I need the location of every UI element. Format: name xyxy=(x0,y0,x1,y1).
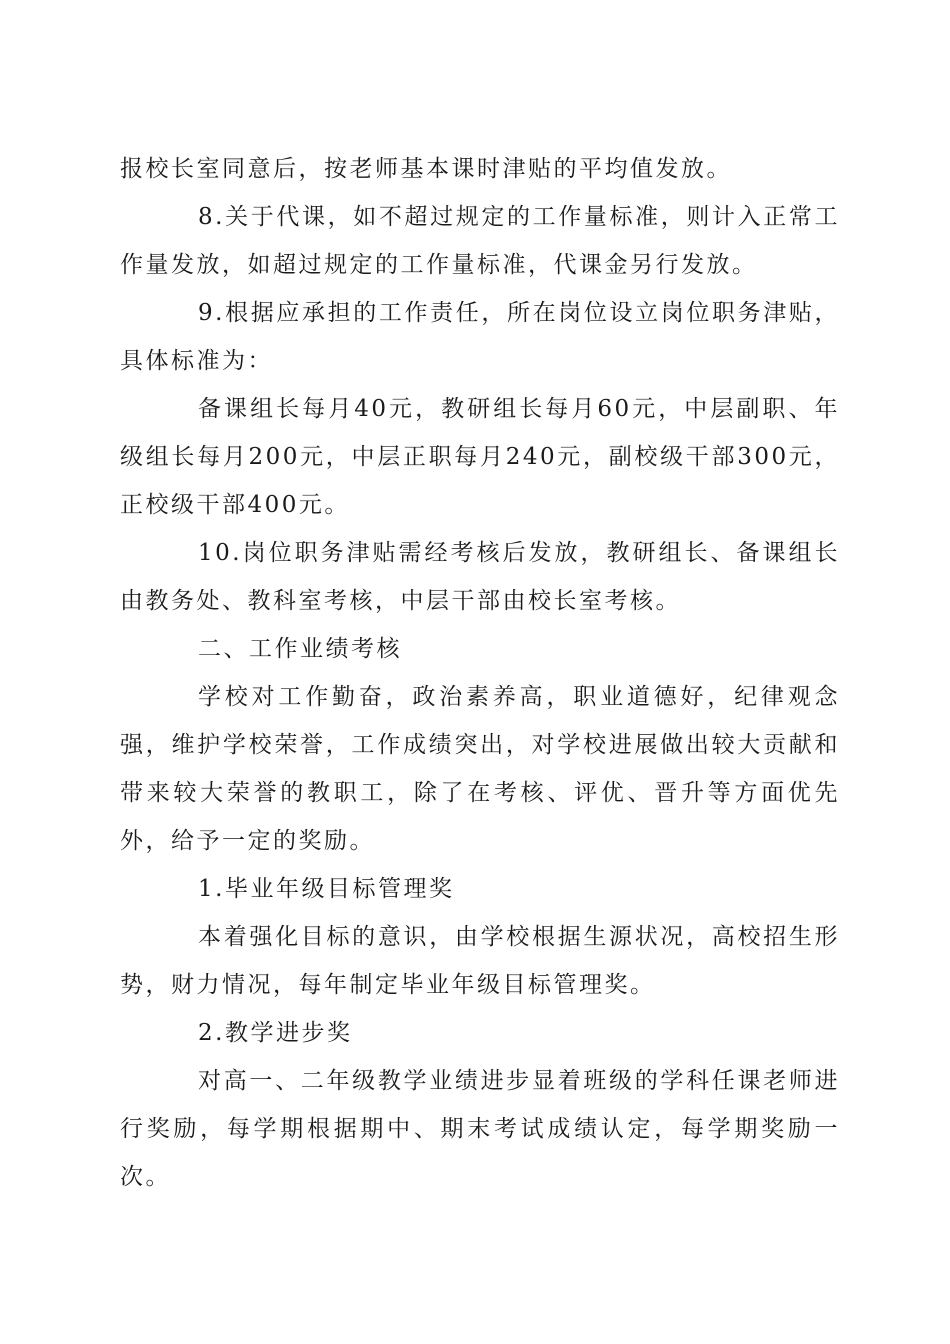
subheading-graduation-award: 1.毕业年级目标管理奖 xyxy=(198,876,455,902)
document-body xyxy=(120,145,840,1201)
paragraph-item-8: 8.关于代课，如不超过规定的工作量标准，则计入正常工作量发放，如超过规定的工作量标准，代课金另行发放。 xyxy=(120,204,840,278)
paragraph-graduation-award: 本着强化目标的意识，由学校根据生源状况，高校招生形势，财力情况，每年制定毕业年级目标管理奖。 xyxy=(120,924,840,998)
subheading-progress-award: 2.教学进步奖 xyxy=(198,1020,353,1046)
paragraph-continuation: 报校长室同意后，按老师基本课时津贴的平均值发放。 xyxy=(120,156,732,182)
paragraph-item-9: 9.根据应承担的工作责任，所在岗位设立岗位职务津贴，具体标准为： xyxy=(120,300,840,374)
paragraph-progress-award: 对高一、二年级教学业绩进步显着班级的学科任课老师进行奖励，每学期根据期中、期末考试成绩认定，每学期奖励一次。 xyxy=(120,1068,840,1190)
paragraph-allowance-standards: 备课组长每月40元，教研组长每月60元，中层副职、年级组长每月200元，中层正职每月240元，副校级干部300元，正校级干部400元。 xyxy=(120,396,840,518)
paragraph-performance-intro: 学校对工作勤奋，政治素养高，职业道德好，纪律观念强，维护学校荣誉，工作成绩突出，对学校进展做出较大贡献和带来较大荣誉的教职工，除了在考核、评优、晋升等方面优先外，给予一定的奖励。 xyxy=(120,684,840,854)
paragraph-item-10: 10.岗位职务津贴需经考核后发放，教研组长、备课组长由教务处、教科室考核，中层干部由校长室考核。 xyxy=(120,540,840,614)
section-heading-performance: 二、工作业绩考核 xyxy=(198,636,402,662)
